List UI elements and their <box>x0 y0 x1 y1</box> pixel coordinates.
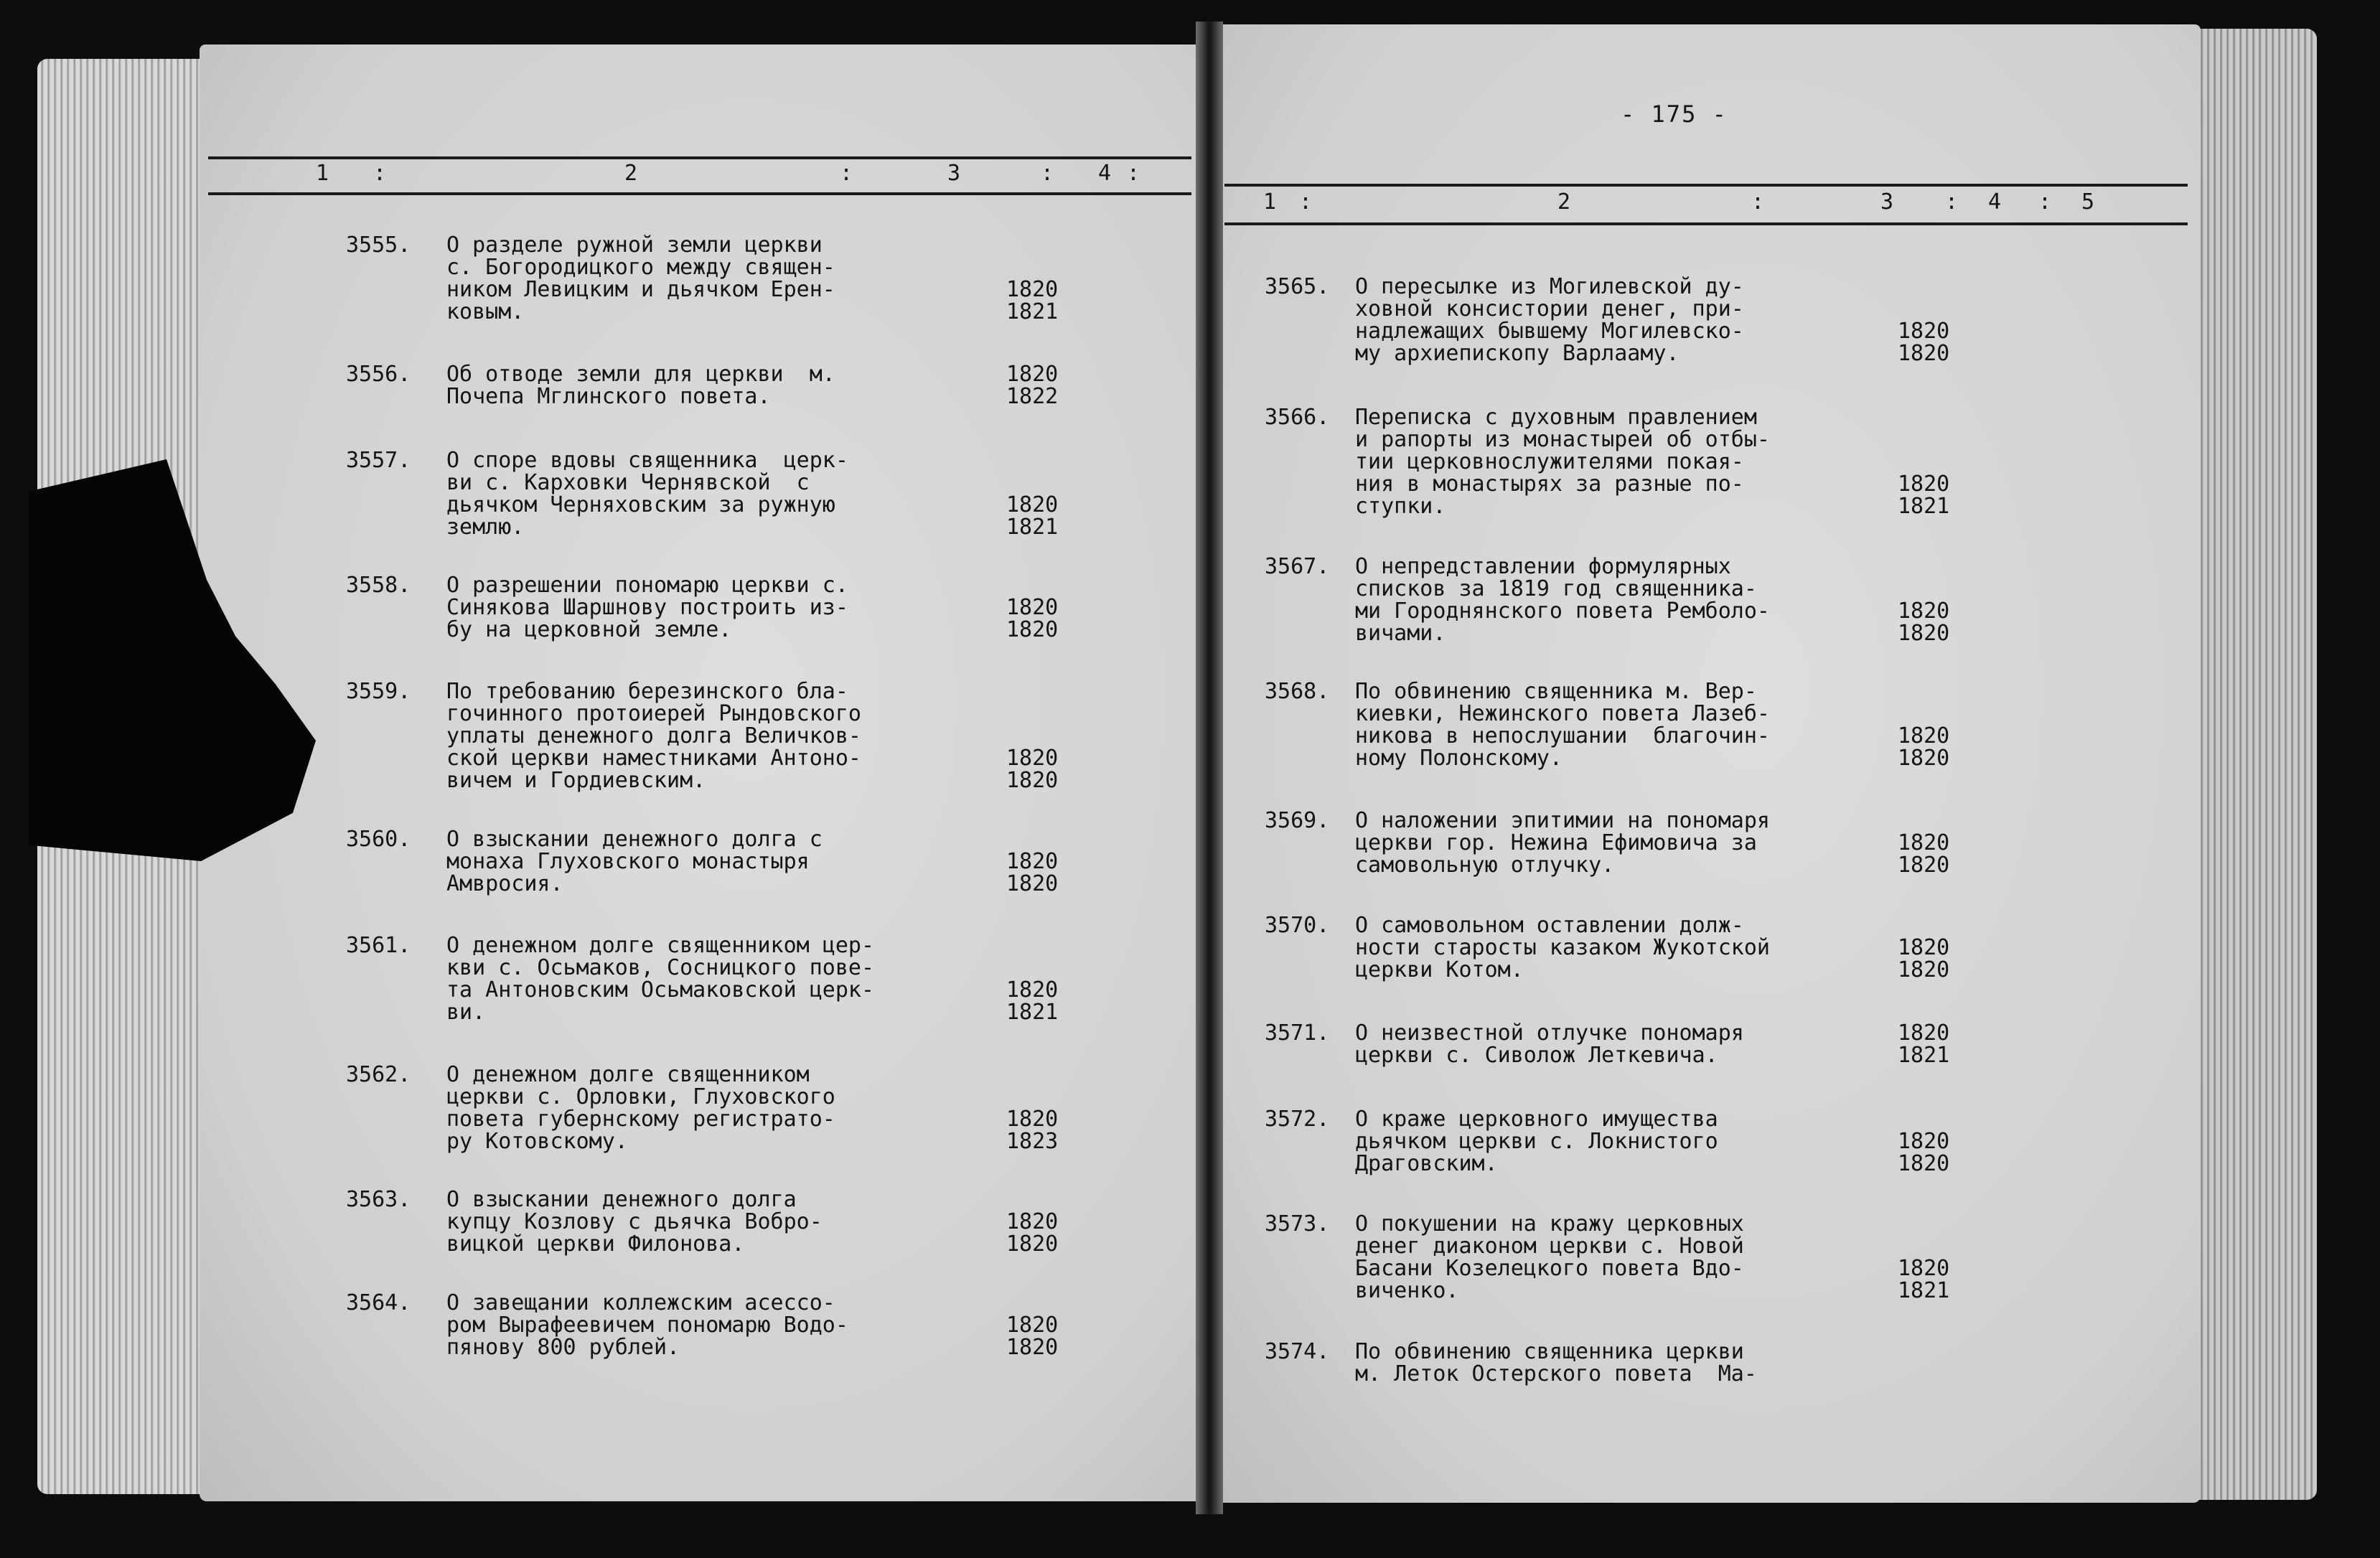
entry-number: 3556. <box>346 362 411 387</box>
entry-years <box>1898 937 1949 981</box>
left-col-4: 4 <box>1098 161 1112 186</box>
entry-line: денег диаконом церкви с. Новой <box>1355 1234 1744 1259</box>
entry-line: монаха Глуховского монастыря <box>446 849 810 874</box>
end-year: 1820 <box>1898 1151 1950 1176</box>
entry-line: кви с. Осьмаков, Сосницкого пове- <box>446 955 875 980</box>
left-col-1: 1 <box>316 161 330 186</box>
end-year: 1820 <box>1006 1231 1059 1257</box>
entry-years <box>1898 473 1949 517</box>
left-col-sep-2: : <box>840 161 854 186</box>
end-year: 1823 <box>1006 1129 1059 1154</box>
entry-line: му архиепископу Варлааму. <box>1355 341 1679 366</box>
start-year: 1820 <box>1006 277 1059 302</box>
entry-number: 3565. <box>1265 274 1330 299</box>
entry-line: вицкой церкви Филонова. <box>446 1231 745 1257</box>
entry-description <box>446 234 835 323</box>
book-gutter <box>1196 22 1223 1514</box>
entry-line: О пересылке из Могилевской ду- <box>1355 274 1744 299</box>
left-col-2: 2 <box>624 161 639 186</box>
entry-line: Басани Козелецкого повета Вдо- <box>1355 1256 1744 1281</box>
right-col-5: 5 <box>2081 189 2096 215</box>
end-year: 1821 <box>1898 1278 1950 1303</box>
entry-line: О взыскании денежного долга <box>446 1187 797 1212</box>
entry-number: 3561. <box>346 933 411 958</box>
entry-years <box>1006 494 1058 538</box>
entry-line: ви. <box>446 1000 486 1025</box>
start-year: 1820 <box>1898 723 1950 749</box>
entry-number: 3557. <box>346 448 411 473</box>
entry-line: ви с. Кархoвки Чернявской с <box>446 470 810 495</box>
start-year: 1820 <box>1006 849 1059 874</box>
entry-description <box>446 680 861 792</box>
entry-line: О покушении на кражу церковных <box>1355 1211 1744 1236</box>
right-col-sep-1: : <box>1299 189 1313 215</box>
entry-description <box>1355 555 1770 644</box>
entry-line: О денежном долге священником цер- <box>446 933 875 958</box>
entry-line: гочинного протоиерей Рындовского <box>446 701 861 726</box>
entry-description <box>446 449 848 538</box>
end-year: 1822 <box>1006 384 1059 409</box>
entry-description <box>1355 1213 1744 1302</box>
entry-years <box>1006 1108 1058 1153</box>
left-column-header <box>316 161 1141 186</box>
entry-years <box>1006 278 1058 323</box>
entry-line: дьячком Черняховским за ружную <box>446 492 835 517</box>
entry-line: никова в непослушании благочин- <box>1355 723 1770 749</box>
entry-number: 3567. <box>1265 554 1330 579</box>
entry-description <box>1355 1341 1757 1385</box>
right-col-1: 1 <box>1263 189 1278 215</box>
end-year: 1820 <box>1898 957 1950 982</box>
entry-line: Синякова Шаршнову построить из- <box>446 595 848 620</box>
entry-line: киевки, Нежинского повета Лазеб- <box>1355 701 1770 726</box>
entry-number: 3574. <box>1265 1339 1330 1364</box>
entry-line: пянову 800 рублей. <box>446 1335 680 1360</box>
entry-years <box>1898 1022 1949 1066</box>
start-year: 1820 <box>1006 492 1059 517</box>
start-year: 1820 <box>1006 1107 1059 1132</box>
entry-number: 3564. <box>346 1290 411 1315</box>
entry-line: О споре вдовы священника церк- <box>446 448 848 473</box>
entry-line: м. Леток Остерского повета Ма- <box>1355 1361 1757 1386</box>
entry-years <box>1006 747 1058 792</box>
entry-line: вичами. <box>1355 621 1446 646</box>
start-year: 1820 <box>1898 471 1950 497</box>
end-year: 1820 <box>1898 853 1950 878</box>
entry-years <box>1898 832 1949 876</box>
entry-description <box>1355 914 1770 981</box>
entry-line: ступки. <box>1355 494 1446 519</box>
right-col-4: 4 <box>1988 189 2002 215</box>
entry-years <box>1006 979 1058 1023</box>
entry-number: 3562. <box>346 1062 411 1087</box>
entry-line: ми Городнянского повета Ремболо- <box>1355 599 1770 624</box>
entry-line: церкви с. Сиволож Леткевича. <box>1355 1043 1718 1068</box>
entry-years <box>1006 1314 1058 1358</box>
entry-years <box>1006 1211 1058 1255</box>
entry-line: купцу Козлову с дьячка Вобро- <box>446 1209 823 1234</box>
right-col-2: 2 <box>1557 189 1572 215</box>
entry-line: тии церковнослужителями покая- <box>1355 449 1744 474</box>
entry-line: О самовольном оставлении долж- <box>1355 913 1744 938</box>
entry-number: 3572. <box>1265 1107 1330 1132</box>
entry-line: ром Вырафеевичем пономарю Водо- <box>446 1313 848 1338</box>
left-header-rule-top <box>208 156 1191 159</box>
entry-description <box>446 828 823 895</box>
entry-description <box>1355 1022 1744 1066</box>
entry-description <box>1355 809 1770 876</box>
right-col-3: 3 <box>1880 189 1895 215</box>
entry-line: уплаты денежного долга Величков- <box>446 723 861 749</box>
entry-description <box>1355 680 1770 769</box>
right-header-rule-top <box>1224 184 2188 187</box>
end-year: 1820 <box>1006 617 1059 642</box>
entry-years <box>1898 320 1949 365</box>
entry-number: 3568. <box>1265 679 1330 704</box>
entry-number: 3570. <box>1265 913 1330 938</box>
entry-line: О разрешении пономарю церкви с. <box>446 573 848 598</box>
entry-years <box>1006 596 1058 641</box>
start-year: 1820 <box>1006 746 1059 771</box>
start-year: 1820 <box>1006 1209 1059 1234</box>
entry-line: О непредставлении формулярных <box>1355 554 1731 579</box>
end-year: 1820 <box>1898 621 1950 646</box>
entry-number: 3558. <box>346 573 411 598</box>
entry-line: и рапорты из монастырей об отбы- <box>1355 427 1770 452</box>
left-col-sep-3: : <box>1041 161 1055 186</box>
entry-description <box>1355 1108 1718 1175</box>
entry-description <box>446 1064 835 1153</box>
entry-line: виченко. <box>1355 1278 1459 1303</box>
end-year: 1821 <box>1006 515 1059 540</box>
right-header-rule-bottom <box>1224 222 2188 225</box>
end-year: 1820 <box>1898 746 1950 771</box>
entry-line: Драговским. <box>1355 1151 1498 1176</box>
right-column-header <box>1263 189 2103 215</box>
entry-number: 3563. <box>346 1187 411 1212</box>
entry-line: По обвинению священника м. Вер- <box>1355 679 1757 704</box>
entry-line: ному Полонскому. <box>1355 746 1563 771</box>
entry-line: Амвросия. <box>446 871 563 896</box>
entry-line: та Антоновским Осьмаковской церк- <box>446 977 875 1003</box>
left-col-sep-1: : <box>373 161 388 186</box>
end-year: 1821 <box>1006 1000 1059 1025</box>
start-year: 1820 <box>1006 362 1059 387</box>
entry-description <box>446 934 874 1023</box>
entry-years <box>1006 850 1058 895</box>
entry-line: О краже церковного имущества <box>1355 1107 1718 1132</box>
entry-line: церкви с. Орловки, Глуховского <box>446 1084 835 1109</box>
entry-line: По требованию березинского бла- <box>446 679 848 704</box>
entry-line: О наложении эпитимии на пономаря <box>1355 808 1770 833</box>
page-number: - 175 - <box>1621 100 1728 128</box>
right-col-sep-3: : <box>1945 189 1959 215</box>
start-year: 1820 <box>1006 595 1059 620</box>
entry-line: повета губернскому регистрато- <box>446 1107 835 1132</box>
end-year: 1820 <box>1006 871 1059 896</box>
entry-number: 3566. <box>1265 405 1330 430</box>
entry-number: 3559. <box>346 679 411 704</box>
entry-line: дьячком церкви с. Локнистого <box>1355 1129 1718 1154</box>
entry-line: О разделе ружной земли церкви <box>446 233 823 258</box>
start-year: 1820 <box>1006 1313 1059 1338</box>
start-year: 1820 <box>1898 599 1950 624</box>
entry-description <box>446 574 848 641</box>
left-col-3: 3 <box>947 161 962 186</box>
entry-line: ховной консистории денег, при- <box>1355 296 1744 322</box>
entry-number: 3571. <box>1265 1020 1330 1046</box>
entry-line: ковым. <box>446 299 525 324</box>
end-year: 1821 <box>1898 494 1950 519</box>
entry-description <box>446 363 835 408</box>
entry-line: надлежащих бывшему Могилевско- <box>1355 319 1744 344</box>
start-year: 1820 <box>1898 1256 1950 1281</box>
entry-years <box>1006 363 1058 408</box>
entry-line: ру Котовскому. <box>446 1129 628 1154</box>
entry-line: Об отводе земли для церкви м. <box>446 362 835 387</box>
entry-line: ской церкви наместниками Антоно- <box>446 746 861 771</box>
start-year: 1820 <box>1898 1020 1950 1046</box>
entry-line: О завещании коллежским асессо- <box>446 1290 835 1315</box>
entry-years <box>1898 600 1949 644</box>
start-year: 1820 <box>1898 935 1950 960</box>
entry-line: самовольную отлучку. <box>1355 853 1615 878</box>
left-header-rule-bottom <box>208 192 1191 195</box>
entry-line: бу на церковной земле. <box>446 617 732 642</box>
entry-number: 3555. <box>346 233 411 258</box>
right-col-sep-4: : <box>2038 189 2053 215</box>
end-year: 1821 <box>1006 299 1059 324</box>
entry-line: О денежном долге священником <box>446 1062 810 1087</box>
entry-line: списков за 1819 год священника- <box>1355 576 1757 601</box>
entry-line: ником Левицким и дьячком Ерен- <box>446 277 835 302</box>
entry-line: По обвинению священника церкви <box>1355 1339 1744 1364</box>
entry-line: О взыскании денежного долга с <box>446 827 823 852</box>
entry-years <box>1898 1257 1949 1302</box>
entry-description <box>446 1188 823 1255</box>
start-year: 1820 <box>1006 977 1059 1003</box>
end-year: 1820 <box>1006 1335 1059 1360</box>
end-year: 1820 <box>1898 341 1950 366</box>
right-col-sep-2: : <box>1751 189 1766 215</box>
entry-years <box>1898 725 1949 769</box>
start-year: 1820 <box>1898 319 1950 344</box>
entry-line: Переписка с духовным правлением <box>1355 405 1757 430</box>
entry-number: 3560. <box>346 827 411 852</box>
right-page-edges <box>2191 29 2317 1500</box>
entry-line: ности старосты казаком Жукотской <box>1355 935 1770 960</box>
entry-line: землю. <box>446 515 525 540</box>
entry-line: ния в монастырях за разные по- <box>1355 471 1744 497</box>
start-year: 1820 <box>1898 830 1950 855</box>
start-year: 1820 <box>1898 1129 1950 1154</box>
end-year: 1821 <box>1898 1043 1950 1068</box>
entry-description <box>1355 276 1744 365</box>
left-col-sep-4: : <box>1127 161 1141 186</box>
entry-description <box>1355 406 1770 517</box>
end-year: 1820 <box>1006 768 1059 793</box>
entry-line: О неизвестной отлучке пономаря <box>1355 1020 1744 1046</box>
entry-line: церкви Котом. <box>1355 957 1524 982</box>
entry-number: 3569. <box>1265 808 1330 833</box>
entry-description <box>446 1292 848 1358</box>
entry-years <box>1898 1130 1949 1175</box>
entry-line: с. Богородицкого между священ- <box>446 255 835 280</box>
entry-line: Почепа Мглинского повета. <box>446 384 771 409</box>
entry-line: церкви гор. Нежина Ефимовича за <box>1355 830 1757 855</box>
entry-line: вичем и Гордиевским. <box>446 768 706 793</box>
entry-number: 3573. <box>1265 1211 1330 1236</box>
